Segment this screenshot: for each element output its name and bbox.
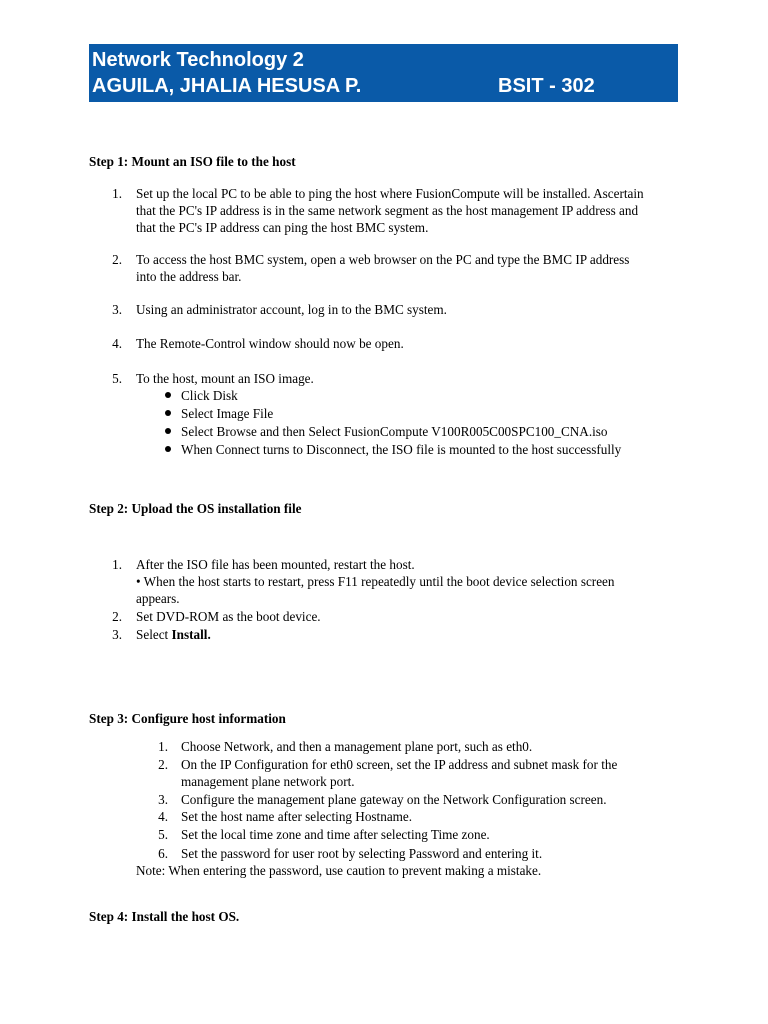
- step1-item3-number: 3.: [112, 302, 122, 317]
- step1-item2-line2: into the address bar.: [136, 269, 242, 284]
- step3-item6-number: 6.: [158, 846, 168, 861]
- step2-item3-text: [136, 626, 211, 644]
- step1-item5-line1: To the host, mount an ISO image.: [136, 371, 314, 386]
- step4-title: Step 4: Install the host OS.: [89, 909, 240, 924]
- step1-item1-line1: Set up the local PC to be able to ping the host where FusionCompute will be installed. Ascertain: [136, 186, 644, 201]
- section-label: BSIT - 302: [498, 75, 595, 97]
- step2-item3-bold: Install.: [171, 627, 211, 642]
- step3-item5-number: 5.: [158, 827, 168, 842]
- step3-item1-number: 1.: [158, 739, 168, 754]
- step1-bullet3: Select Browse and then Select FusionCompute V100R005C00SPC100_CNA.iso: [181, 424, 608, 439]
- step3-item2-line1: On the IP Configuration for eth0 screen, set the IP address and subnet mask for the: [181, 757, 618, 772]
- step3-item1-line1: Choose Network, and then a management plane port, such as eth0.: [181, 739, 533, 754]
- step1-item1-line2: that the PC's IP address is in the same network segment as the host management IP address and: [136, 203, 639, 218]
- step1-item1-line3: that the PC's IP address can ping the host BMC system.: [136, 220, 429, 235]
- step3-item5-line1: Set the local time zone and time after selecting Time zone.: [181, 827, 490, 842]
- step3-item4-line1: Set the host name after selecting Hostname.: [181, 809, 413, 824]
- step3-item2-line2: management plane network port.: [181, 774, 355, 789]
- step3-item6-line1: Set the password for user root by selecting Password and entering it.: [181, 846, 543, 861]
- bullet-icon: [165, 446, 171, 452]
- step2-item1-line1: After the ISO file has been mounted, restart the host.: [136, 557, 415, 572]
- bullet-icon: [165, 428, 171, 434]
- bullet-icon: [165, 410, 171, 416]
- step3-item3-number: 3.: [158, 792, 168, 807]
- step3-title: Step 3: Configure host information: [89, 711, 286, 726]
- step2-item1-line2: • When the host starts to restart, press F11 repeatedly until the boot device selection screen: [136, 574, 615, 589]
- step2-item1-number: 1.: [112, 557, 122, 572]
- step1-bullet4: When Connect turns to Disconnect, the ISO file is mounted to the host successfully: [181, 442, 622, 457]
- bullet-icon: [165, 392, 171, 398]
- step1-item2-number: 2.: [112, 252, 122, 267]
- step3-item3-line1: Configure the management plane gateway on the Network Configuration screen.: [181, 792, 607, 807]
- step3-item4-number: 4.: [158, 809, 168, 824]
- student-name: AGUILA, JHALIA HESUSA P.: [92, 75, 362, 97]
- course-title: Network Technology 2: [92, 49, 304, 71]
- step2-item1-line3: appears.: [136, 591, 180, 606]
- step1-item4-number: 4.: [112, 336, 122, 351]
- step1-title: Step 1: Mount an ISO file to the host: [89, 154, 296, 169]
- step1-item3-line1: Using an administrator account, log in to the BMC system.: [136, 302, 447, 317]
- step1-item5-number: 5.: [112, 371, 122, 386]
- step1-item1-number: 1.: [112, 186, 122, 201]
- step3-note: Note: When entering the password, use caution to prevent making a mistake.: [136, 863, 542, 878]
- step2-item3-prefix: Select: [136, 627, 172, 642]
- step1-item4-line1: The Remote-Control window should now be open.: [136, 336, 404, 351]
- step1-item2-line1: To access the host BMC system, open a web browser on the PC and type the BMC IP address: [136, 252, 630, 267]
- step2-item2-text: Set DVD-ROM as the boot device.: [136, 609, 321, 624]
- step2-title: Step 2: Upload the OS installation file: [89, 501, 302, 516]
- step1-bullet1: Click Disk: [181, 388, 238, 403]
- step1-bullet2: Select Image File: [181, 406, 274, 421]
- step3-item2-number: 2.: [158, 757, 168, 772]
- step2-item3-number: 3.: [112, 627, 122, 642]
- step2-item2-number: 2.: [112, 609, 122, 624]
